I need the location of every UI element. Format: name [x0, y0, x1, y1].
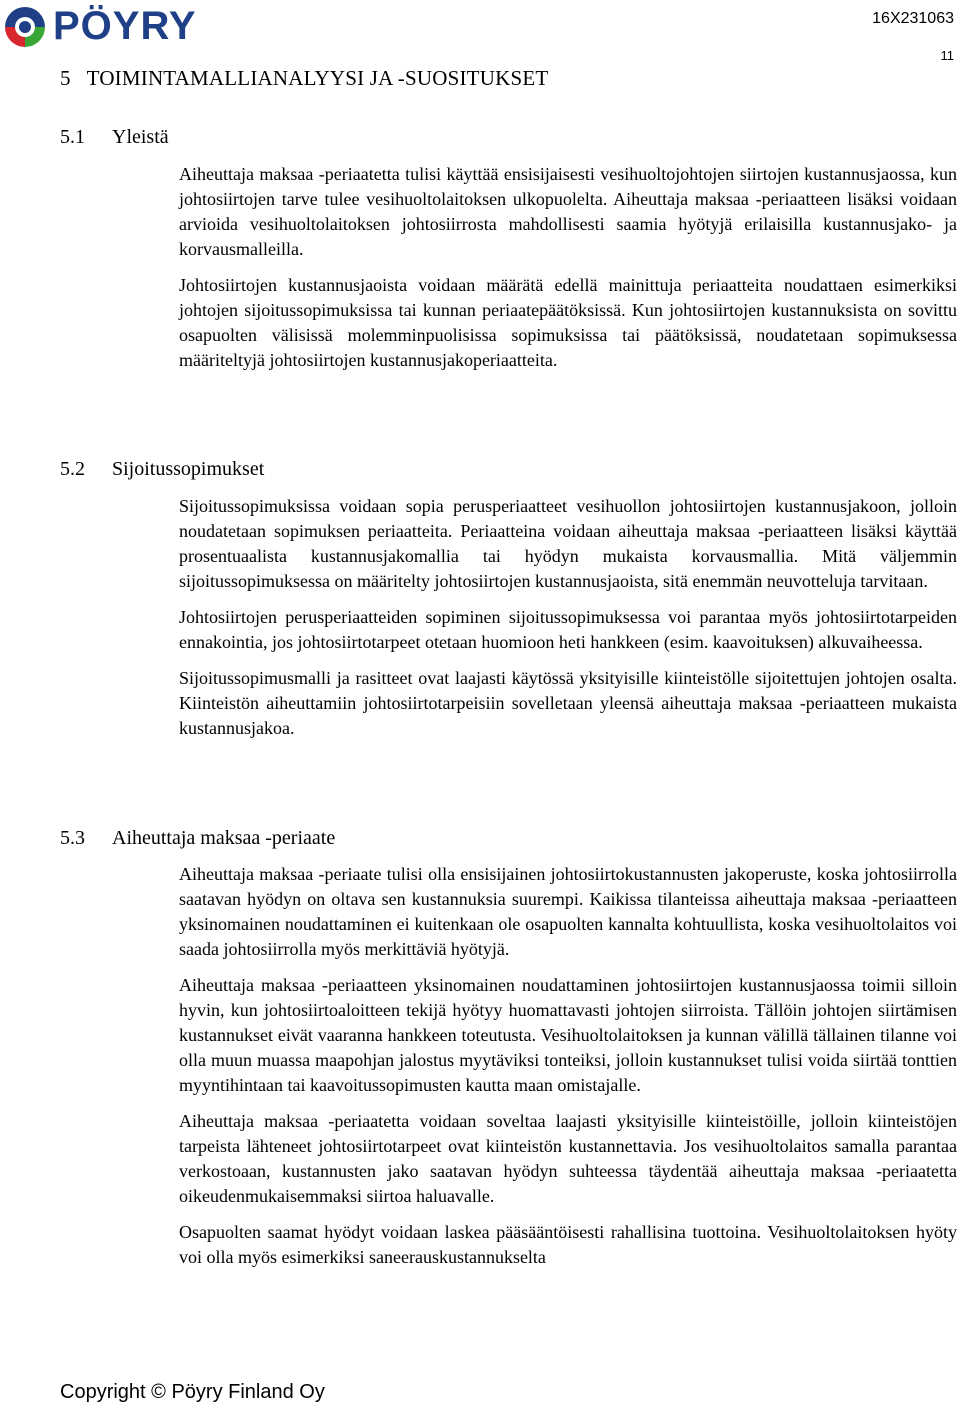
section-title: Sijoitussopimukset [112, 458, 265, 480]
logo-wordmark: PÖYRY [53, 4, 197, 48]
paragraph: Aiheuttaja maksaa -periaate tulisi olla ensisijainen johtosiirtokustannusten jakoperuste, koska johtosiirrolla saatavan hyödyn on oltava sen kustannuksia suurempi. Kaikissa tilanteissa aiheuttaja maksaa -periaatteen yksinomainen noudattaminen ei kuitenkaan ole osapuolten kannalta kohtuullista, koska vesihuoltolaitos voi saada johtosiirrolla myös merkittäviä hyötyjä. [179, 864, 957, 959]
section-body [179, 162, 957, 384]
paragraph: Johtosiirtojen perusperiaatteiden sopiminen sijoitussopimuksessa voi parantaa myös johtosiirtotarpeiden ennakointia, jos johtosiirtotarpeet otetaan huomioon heti hankkeen (esim. kaavoituksen) alkuvaiheessa. [179, 607, 957, 652]
section-heading [60, 126, 169, 149]
section-title: Aiheuttaja maksaa -periaate [112, 827, 336, 849]
section-number: 5.2 [60, 458, 85, 480]
section-heading [60, 827, 335, 850]
section-body [179, 494, 957, 752]
paragraph: Sijoitussopimusmalli ja rasitteet ovat laajasti käytössä yksityisille kiinteistölle sijoitettujen johtojen osalta. Kiinteistön aiheuttamiin johtosiirtotarpeisiin sovelletaan yleensä aiheuttaja maksaa -periaatteen mukaista kustannusjakoa. [179, 668, 957, 738]
section-heading [60, 458, 264, 481]
document-id: 16X231063 [872, 10, 954, 27]
paragraph: Osapuolten saamat hyödyt voidaan laskea pääsääntöisesti rahallisina tuottoina. Vesihuoltolaitoksen hyöty voi olla myös esimerkiksi saneerauskustannukselta [179, 1222, 957, 1267]
poyry-emblem-icon [3, 5, 47, 49]
paragraph: Aiheuttaja maksaa -periaatetta tulisi käyttää ensisijaisesti vesihuoltojohtojen siirtojen kustannusjaossa, kun johtosiirtojen tarve tulee vesihuoltolaitoksen ulkopuolelta. Aiheuttaja maksaa -periaatteen lisäksi voidaan arvioida vesihuoltolaitoksen johtosiirrosta mahdollisesti saamia hyötyjä erilaisilla kustannusjako- ja korvausmalleilla. [179, 164, 957, 259]
paragraph: Aiheuttaja maksaa -periaatteen yksinomainen noudattaminen johtosiirtojen kustannusjaossa toimii silloin hyvin, kun johtosiirtoaloitteen tekijä hyötyy huomattavasti johtojen siirroista. Tällöin johtojen siirtämisen kustannukset eivät vaaranna hankkeen toteutusta. Vesihuoltolaitoksen ja kunnan välillä tällainen tilanne voi olla muun muassa maapohjan jalostus myytäviksi tonteiksi, jolloin kustannukset tulisi voida siirtää tonttien myyntihintaan tai kaavoitussopimusten kautta maan omistajalle. [179, 975, 957, 1095]
section-number: 5.1 [60, 126, 85, 148]
paragraph: Sijoitussopimuksissa voidaan sopia perusperiaatteet vesihuollon johtosiirtojen kustannusjakoon, jolloin noudatetaan sopimuksen periaatteita. Periaatteina voidaan aiheuttaja maksaa -periaatteen lisäksi käyttää prosentuaalista kustannusjakomallia tai hyödyn mukaista korvausmallia. Mitä väljemmin sijoitussopimuksessa on määritelty johtosiirtojen kustannusjaoista, sitä enemmän neuvotteluja tarvitaan. [179, 496, 957, 591]
section-number: 5.3 [60, 827, 85, 849]
footer-copyright: Copyright © Pöyry Finland Oy [60, 1381, 325, 1403]
company-logo [3, 5, 197, 49]
chapter-title: 5 TOIMINTAMALLIANALYYSI JA -SUOSITUKSET [60, 66, 549, 90]
paragraph: Johtosiirtojen kustannusjaoista voidaan määrätä edellä mainittuja periaatteita noudattaen esimerkiksi johtojen sijoitussopimuksissa tai kunnan periaatepäätöksissä. Kun johtosiirtojen kustannuksista on sovittu osapuolten välisissä molemminpuolisissa sopimuksissa tai päätöksissä, noudatetaan sopimuksessa määriteltyjä johtosiirtojen kustannusjakoperiaatteita. [179, 275, 957, 370]
section-title: Yleistä [112, 126, 169, 148]
paragraph: Aiheuttaja maksaa -periaatetta voidaan soveltaa laajasti yksityisille kiinteistöille, jolloin kiinteistöjen tarpeista lähteneet johtosiirtotarpeet ovat kiinteistön kustannettavia. Jos vesihuoltolaitos samalla parantaa verkostoaan, kustannusten jako saatavan hyödyn suhteessa täydentää aiheuttaja maksaa -periaatetta oikeudenmukaisemmaksi siirtoa haluavalle. [179, 1111, 957, 1206]
page-number: 11 [940, 48, 954, 63]
section-body [179, 862, 957, 1281]
